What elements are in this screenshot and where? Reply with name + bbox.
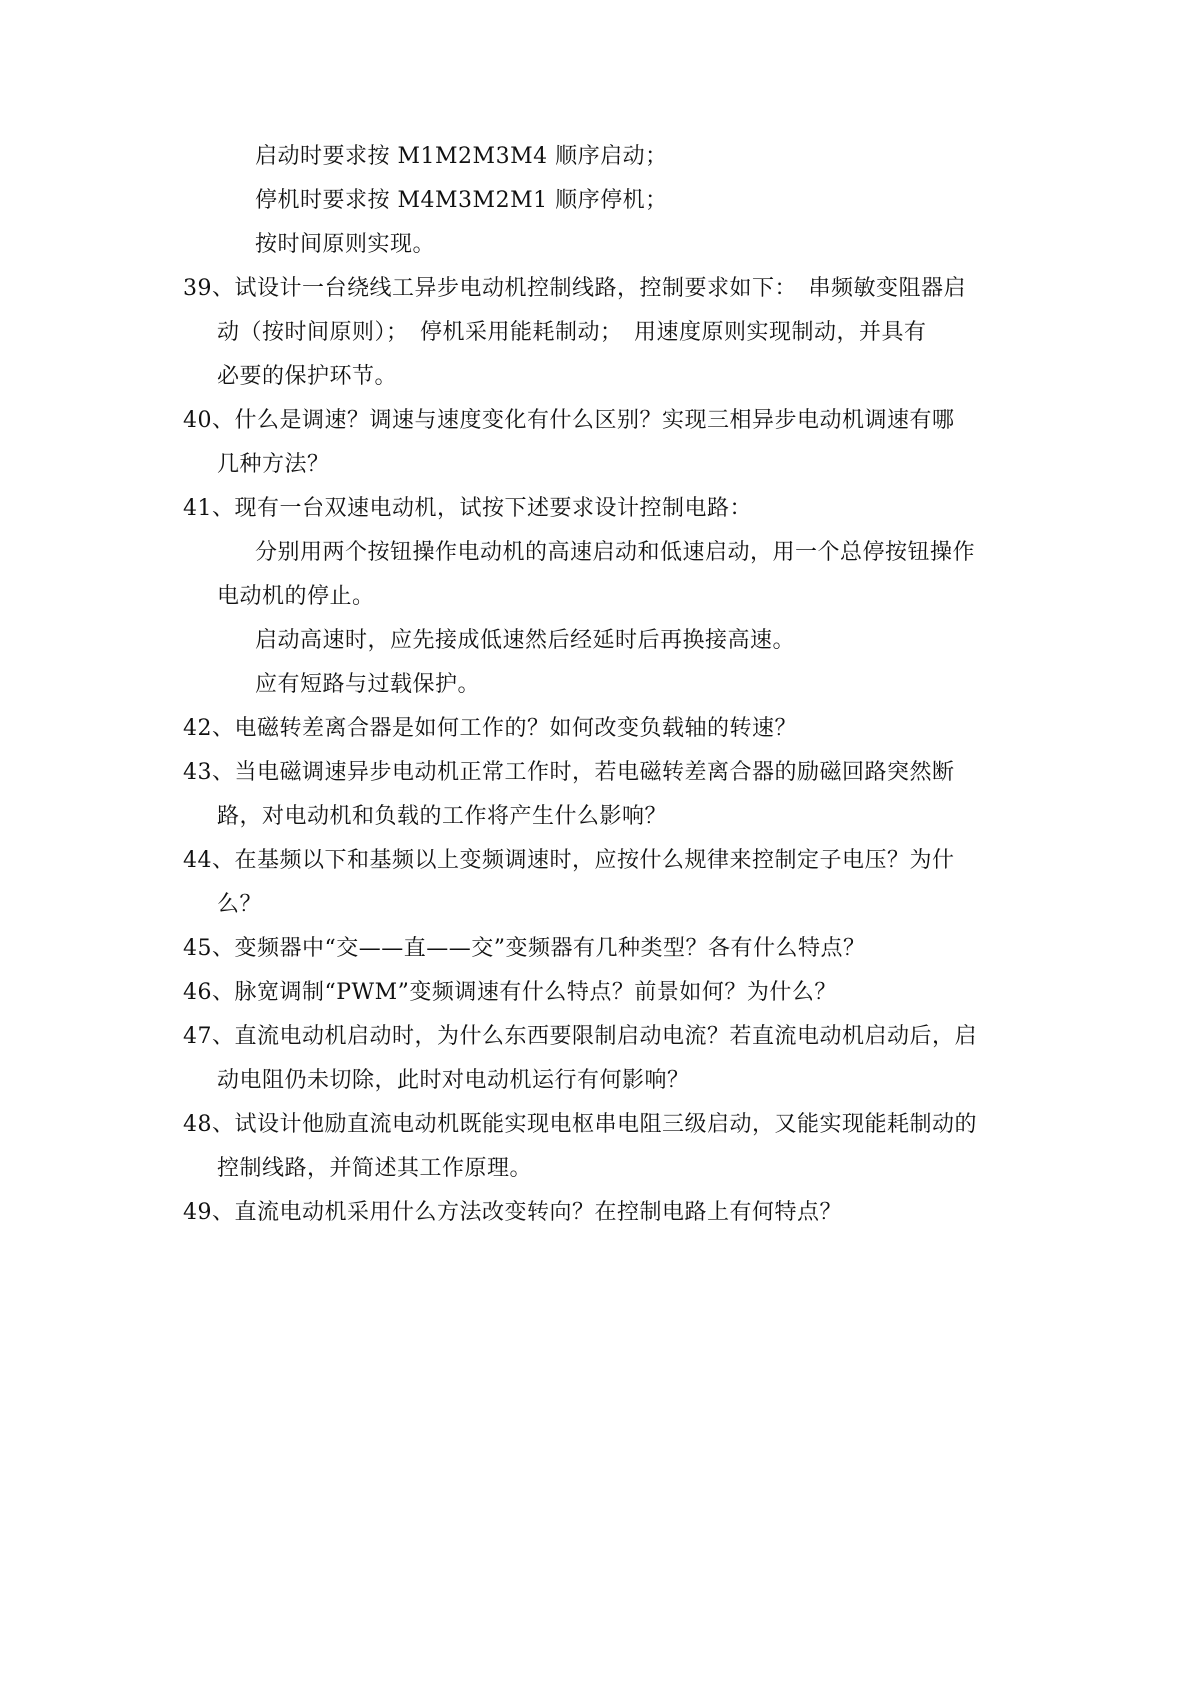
question-47: 47、直流电动机启动时，为什么东西要限制启动电流？若直流电动机启动后，启 xyxy=(183,1024,977,1049)
question-45: 45、变频器中“交——直——交”变频器有几种类型？各有什么特点？ xyxy=(183,936,866,961)
text-line: 必要的保护环节。 xyxy=(217,364,398,389)
text-line: 几种方法？ xyxy=(217,452,330,477)
question-40: 40、什么是调速？调速与速度变化有什么区别？实现三相异步电动机调速有哪 xyxy=(183,408,955,433)
question-42: 42、电磁转差离合器是如何工作的？如何改变负载轴的转速？ xyxy=(183,716,797,741)
text-line: 停机时要求按 M4M3M2M1 顺序停机； xyxy=(255,188,668,213)
text-line: 按时间原则实现。 xyxy=(255,232,436,257)
text-line: 启动时要求按 M1M2M3M4 顺序启动； xyxy=(255,144,668,169)
question-46: 46、脉宽调制“PWM”变频调速有什么特点？前景如何？为什么？ xyxy=(183,980,837,1005)
question-39: 39、试设计一台绕线工异步电动机控制线路，控制要求如下： 串频敏变阻器启 xyxy=(183,276,966,301)
text-line: 动电阻仍未切除，此时对电动机运行有何影响？ xyxy=(217,1068,690,1093)
text-line: 路，对电动机和负载的工作将产生什么影响？ xyxy=(217,804,668,829)
question-44: 44、在基频以下和基频以上变频调速时，应按什么规律来控制定子电压？为什 xyxy=(183,848,955,873)
question-43: 43、当电磁调速异步电动机正常工作时，若电磁转差离合器的励磁回路突然断 xyxy=(183,760,955,785)
question-41: 41、现有一台双速电动机，试按下述要求设计控制电路： xyxy=(183,496,752,521)
text-line: 分别用两个按钮操作电动机的高速启动和低速启动，用一个总停按钮操作 xyxy=(255,540,976,565)
question-49: 49、直流电动机采用什么方法改变转向？在控制电路上有何特点？ xyxy=(183,1200,842,1225)
text-line: 控制线路，并简述其工作原理。 xyxy=(217,1156,533,1181)
text-line: 启动高速时，应先接成低速然后经延时后再换接高速。 xyxy=(255,628,796,653)
text-line: 动（按时间原则）； 停机采用能耗制动； 用速度原则实现制动，并具有 xyxy=(217,320,927,345)
text-line: 电动机的停止。 xyxy=(217,584,375,609)
text-line: 应有短路与过载保护。 xyxy=(255,672,481,697)
question-48: 48、试设计他励直流电动机既能实现电枢串电阻三级启动，又能实现能耗制动的 xyxy=(183,1112,977,1137)
text-line: 么？ xyxy=(217,892,263,917)
